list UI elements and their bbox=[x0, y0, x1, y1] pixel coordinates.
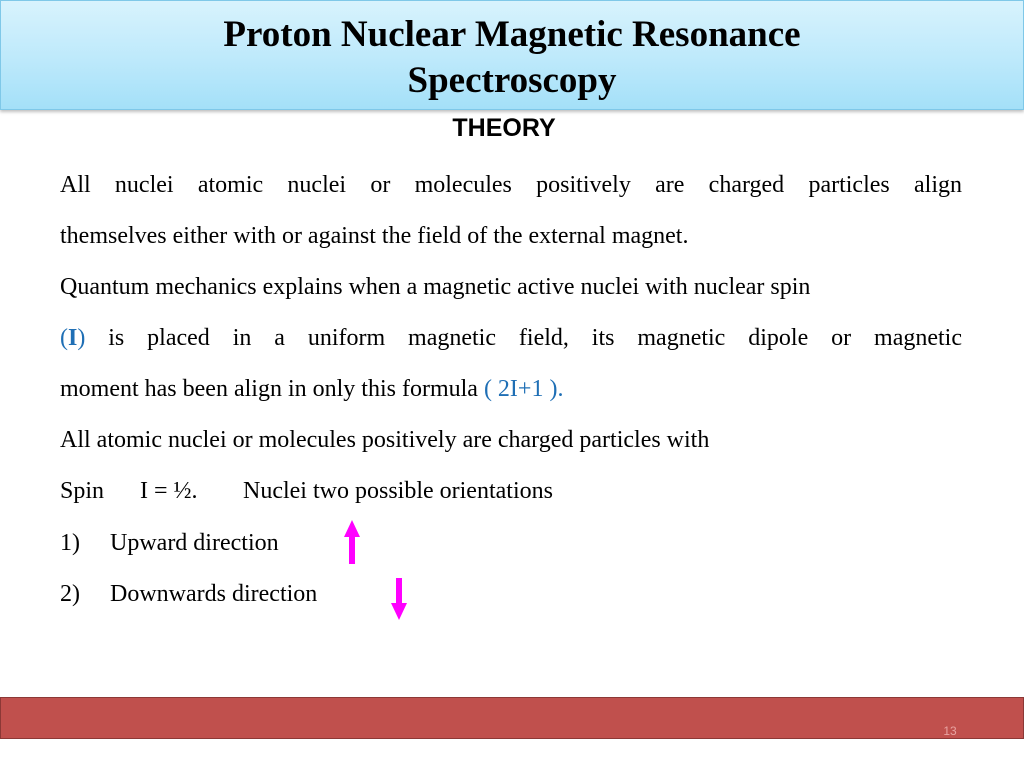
list-item bbox=[60, 578, 962, 610]
list-item-text: Downwards direction bbox=[110, 581, 318, 607]
page-title bbox=[0, 12, 1024, 104]
paragraph-2-line-3-text: moment has been align in only this formula bbox=[60, 376, 484, 402]
list-item bbox=[60, 527, 962, 559]
formula: ( 2I+1 ). bbox=[483, 376, 564, 402]
spin-symbol: I bbox=[68, 325, 78, 351]
list-item-text: Upward direction bbox=[110, 530, 279, 556]
down-arrow-icon bbox=[390, 578, 408, 620]
paragraph-2-line-2 bbox=[60, 322, 962, 354]
spin-paren-open: ( bbox=[60, 325, 68, 351]
paragraph-2-line-3 bbox=[60, 373, 962, 405]
paragraph-1-line-2: themselves either with or against the field of the external magnet. bbox=[60, 223, 689, 249]
footer-bar bbox=[0, 697, 1024, 739]
paragraph-2-line-2-text: is placed in a uniform magnetic field, its magnetic dipole or magnetic bbox=[85, 325, 962, 351]
page-number: 13 bbox=[943, 724, 957, 738]
title-line-2: Spectroscopy bbox=[407, 60, 617, 101]
spin-label: Spin bbox=[60, 478, 105, 504]
section-heading: THEORY bbox=[452, 114, 556, 142]
spin-orientations: Nuclei two possible orientations bbox=[243, 478, 553, 504]
paragraph-1-line-1: All nuclei atomic nuclei or molecules positively are charged particles align bbox=[60, 172, 962, 198]
list-item-number: 1) bbox=[60, 530, 80, 556]
paragraph-2-line-1: Quantum mechanics explains when a magnetic active nuclei with nuclear spin bbox=[60, 274, 811, 300]
spin-paren-close: ) bbox=[77, 325, 86, 351]
up-arrow-icon bbox=[343, 520, 361, 564]
paragraph-3-line-1: All atomic nuclei or molecules positively are charged particles with bbox=[60, 427, 710, 453]
spin-line bbox=[60, 475, 962, 507]
title-line-1: Proton Nuclear Magnetic Resonance bbox=[223, 14, 801, 55]
list-item-number: 2) bbox=[60, 581, 80, 607]
spin-value: I = ½. bbox=[140, 478, 198, 504]
